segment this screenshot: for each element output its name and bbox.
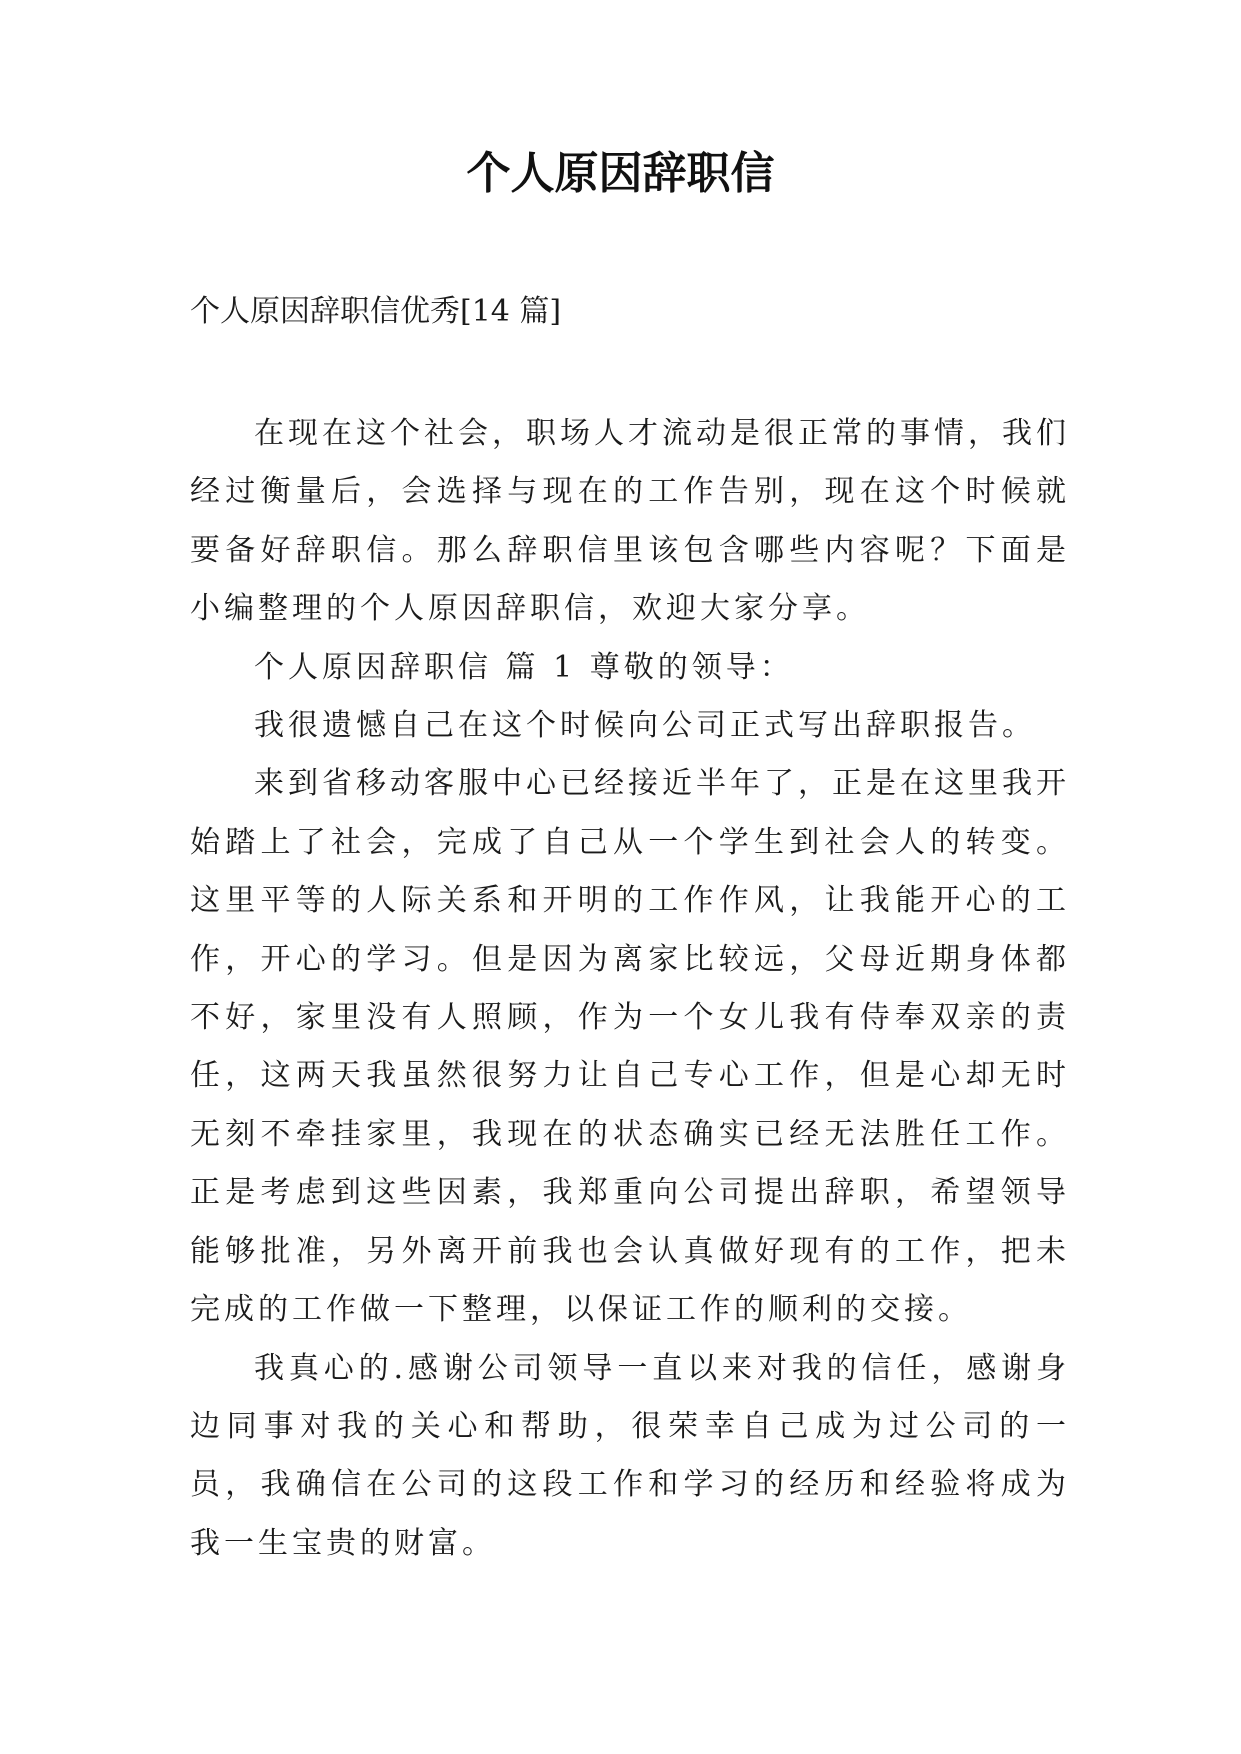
document-subtitle: 个人原因辞职信优秀[14 篇] (190, 294, 562, 329)
intro-paragraph: 在现在这个社会，职场人才流动是很正常的事情，我们经过衡量后，会选择与现在的工作告别，现在这个时候就要备好辞职信。那么辞职信里该包含哪些内容呢？下面是小编整理的个人原因辞职信，欢迎大家分享。 (190, 416, 1070, 627)
letter-opening-paragraph: 我很遗憾自己在这个时候向公司正式写出辞职报告。 (254, 708, 1036, 744)
document-title: 个人原因辞职信 (466, 148, 775, 199)
letter-reason-paragraph: 来到省移动客服中心已经接近半年了，正是在这里我开始踏上了社会，完成了自己从一个学生到社会人的转变。这里平等的人际关系和开明的工作作风，让我能开心的工作，开心的学习。但是因为离家比较远，父母近期身体都不好，家里没有人照顾，作为一个女儿我有侍奉双亲的责任，这两天我虽然很努力让自己专心工作，但是心却无时无刻不牵挂家里，我现在的状态确实已经无法胜任工作。正是考虑到这些因素，我郑重向公司提出辞职，希望领导能够批准，另外离开前我也会认真做好现有的工作，把未完成的工作做一下整理，以保证工作的顺利的交接。 (190, 766, 1070, 1328)
letter-thanks-paragraph: 我真心的.感谢公司领导一直以来对我的信任，感谢身边同事对我的关心和帮助，很荣幸自己成为过公司的一员，我确信在公司的这段工作和学习的经历和经验将成为我一生宝贵的财富。 (190, 1350, 1070, 1561)
letter-heading-paragraph: 个人原因辞职信 篇 1 尊敬的领导： (254, 649, 794, 685)
document-body (190, 405, 1070, 1573)
